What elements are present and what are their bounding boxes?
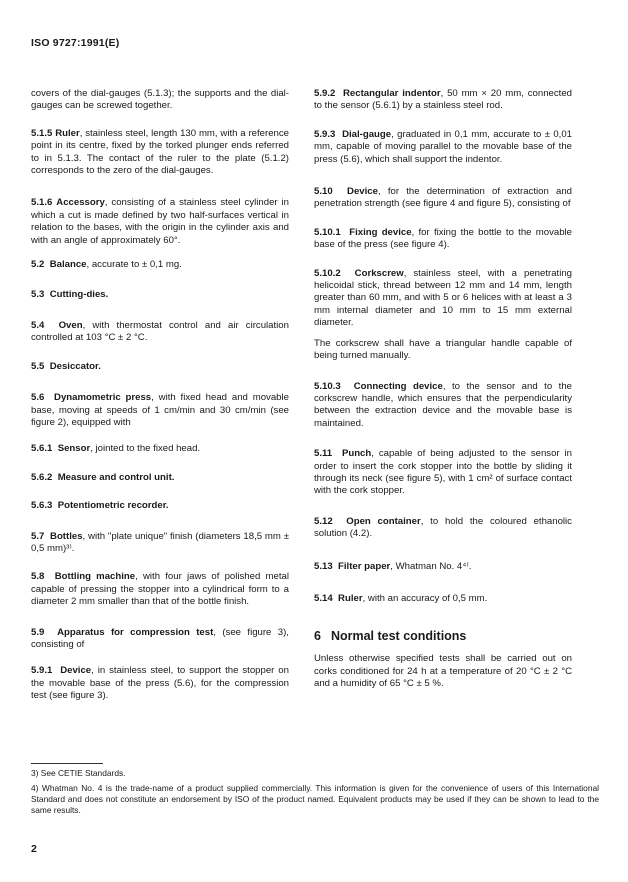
clause-5-9-3: 5.9.3 Dial-gauge, graduated in 0,1 mm, accurate to ± 0,01 mm, capable of moving parallel to the movable base of the press (5.6), which shall support the indentor. <box>314 128 572 165</box>
clause-5-6: 5.6 Dynamometric press, with fixed head and movable base, moving at speeds of 1 cm/min and 30 cm/min (see figure 2), equipped with <box>31 392 289 428</box>
footnote-rule <box>31 763 103 764</box>
clause-5-10-2-note: The corkscrew shall have a triangular handle capable of being turned manually. <box>314 337 572 362</box>
section-6-heading: 6 Normal test conditions <box>314 629 467 644</box>
right-column <box>314 88 572 691</box>
clause-5-13: 5.13 Filter paper, Whatman No. 4⁴⁾. <box>314 560 472 572</box>
clause-5-10-2: 5.10.2 Corkscrew, stainless steel, with a penetrating helicoidal stick, thread between 12 mm and 14 mm, length greater than 60 mm, and with 5 or 6 helices with at least a 3 mm internal diameter and 10 mm to 15 mm external diameter. <box>314 267 572 329</box>
clause-5-12: 5.12 Open container, to hold the coloured ethanolic solution (4.2). <box>314 515 572 540</box>
clause-5-8: 5.8 Bottling machine, with four jaws of polished metal capable of pressing the stopper into a cylindrical form to a diameter 2 mm smaller than that of the bottle finish. <box>31 571 289 608</box>
clause-5-5: 5.5 Desiccator. <box>31 360 101 372</box>
clause-5-6-3: 5.6.3 Potentiometric recorder. <box>31 500 169 512</box>
clause-5-10-1: 5.10.1 Fixing device, for fixing the bottle to the movable base of the press (see figure 4). <box>314 226 573 251</box>
clause-5-6-2: 5.6.2 Measure and control unit. <box>31 471 175 483</box>
section-6-text: Unless otherwise specified tests shall be carried out on corks conditioned for 24 h at a temperature of 20 °C ± 2 °C and a humidity of 65 °C ± 5 %. <box>314 653 572 690</box>
clause-5-2: 5.2 Balance, accurate to ± 0,1 mg. <box>31 259 182 271</box>
left-column <box>31 88 289 703</box>
clause-5-10-3: 5.10.3 Connecting device, to the sensor and to the corkscrew handle, which ensures that the perpendicularity between the extraction device and the movable base is maintained. <box>314 380 573 429</box>
clause-5-9: 5.9 Apparatus for compression test, (see figure 3), consisting of <box>31 626 289 650</box>
clause-5-9-1: 5.9.1 Device, in stainless steel, to support the stopper on the movable base of the press (5.6), for the compression test (see figure 3). <box>31 665 289 702</box>
clause-5-4: 5.4 Oven, with thermostat control and air circulation controlled at 103 °C ± 2 °C. <box>31 319 289 344</box>
clause-5-1-5: 5.1.5 Ruler, stainless steel, length 130 mm, with a reference point in its centre, fixed by the torked plunger ends referred to in 5.1.3. The contact of the ruler to the plate (5.1.2) corresponds to the zero of the dial-gauges. <box>31 127 290 177</box>
para-continuation: covers of the dial-gauges (5.1.3); the supports and the dial-gauges can be screwed together. <box>31 88 289 112</box>
clause-5-6-1: 5.6.1 Sensor, jointed to the fixed head. <box>31 443 201 455</box>
clause-5-10: 5.10 Device, for the determination of extraction and penetration strength (see figure 4 and figure 5), consisting of <box>314 186 572 210</box>
clause-5-1-6: 5.1.6 Accessory, consisting of a stainless steel cylinder in which a cut is made defined by two half-surfaces vertical in relation to the bases, with the origin in the cylinder axis and with an angle of approximately 60°. <box>31 197 289 246</box>
clause-5-7: 5.7 Bottles, with "plate unique" finish (diameters 18,5 mm ± 0,5 mm)³⁾. <box>31 530 289 554</box>
footnote-4: 4) Whatman No. 4 is the trade-name of a product supplied commercially. This information is given for the convenience of users of this International Standard and does not constitute an endorsement by ISO of the product named. Equivalent products may be used if they can be shown to lead to the same results. <box>31 783 599 815</box>
clause-5-11: 5.11 Punch, capable of being adjusted to the sensor in order to insert the cork stopper into the bottle by sliding it through its neck (see figure 5), with 1 cm² of surface contact with the cork stopper. <box>314 448 572 497</box>
page-number: 2 <box>31 843 37 855</box>
clause-5-9-2: 5.9.2 Rectangular indentor, 50 mm × 20 mm, connected to the sensor (5.6.1) by a stainless steel rod. <box>314 88 572 112</box>
footnote-3: 3) See CETIE Standards. <box>31 768 126 778</box>
clause-5-3: 5.3 Cutting-dies. <box>31 289 109 301</box>
clause-5-14: 5.14 Ruler, with an accuracy of 0,5 mm. <box>314 592 488 604</box>
document-header: ISO 9727:1991(E) <box>31 37 120 49</box>
